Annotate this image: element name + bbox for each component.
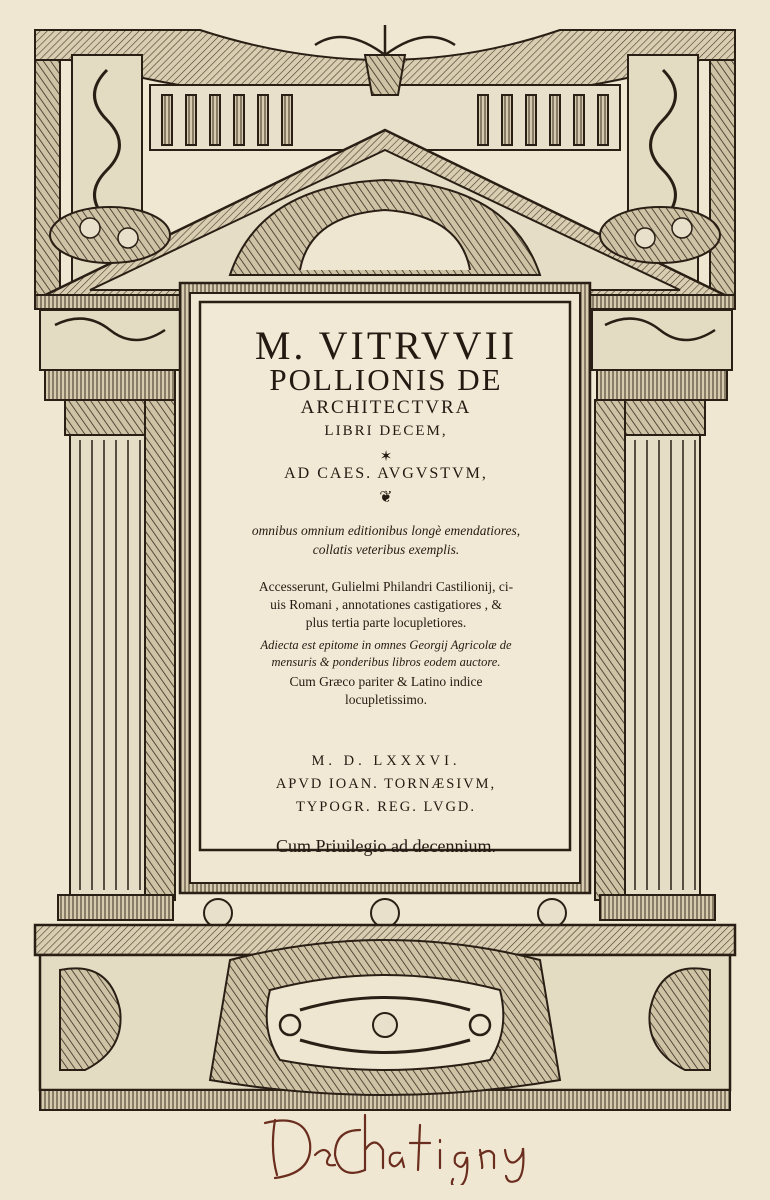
annotation-note-line-3: plus tertia parte locupletiores. <box>305 615 467 630</box>
work-title-line: ARCHITECTVRA <box>300 397 472 418</box>
epitome-note-line-2: mensuris & ponderibus libros eodem auctore. <box>271 655 501 669</box>
printer-line-2: TYPOGR. REG. LVGD. <box>295 799 477 815</box>
handwritten-signature <box>255 1105 535 1185</box>
privilege-line: Cum Priuilegio ad decennium. <box>276 836 496 856</box>
index-note-line-2: locupletissimo. <box>344 692 428 707</box>
floral-ornament-icon: ❦ <box>379 489 393 506</box>
annotation-note-line-2: uis Romani , annotationes castigatiores , & <box>270 597 502 612</box>
epitome-note-line-1: Adiecta est epitome in omnes Georgij Agricolæ de <box>260 638 512 652</box>
base-plinth <box>35 925 735 1110</box>
index-note-line-1: Cum Græco pariter & Latino indice <box>289 674 483 689</box>
right-column <box>592 310 732 920</box>
author-line: M. VITRVVII <box>254 323 518 368</box>
edition-note-line-2: collatis veteribus exemplis. <box>312 542 460 557</box>
author-name-line: POLLIONIS DE <box>269 362 503 397</box>
title-text-block <box>206 302 566 856</box>
books-line: LIBRI DECEM, <box>324 423 448 439</box>
publication-date: M. D. LXXXVI. <box>311 753 461 769</box>
left-column <box>40 310 180 920</box>
printer-line-1: APVD IOAN. TORNÆSIVM, <box>275 776 497 792</box>
annotation-note-line-1: Accesserunt, Gulielmi Philandri Castilionij, ci- <box>258 579 514 594</box>
edition-note-line-1: omnibus omnium editionibus longè emendatiores, <box>251 523 521 538</box>
star-ornament-icon: ✶ <box>379 449 393 465</box>
dedication-line: AD CAES. AVGVSTVM, <box>284 465 488 482</box>
